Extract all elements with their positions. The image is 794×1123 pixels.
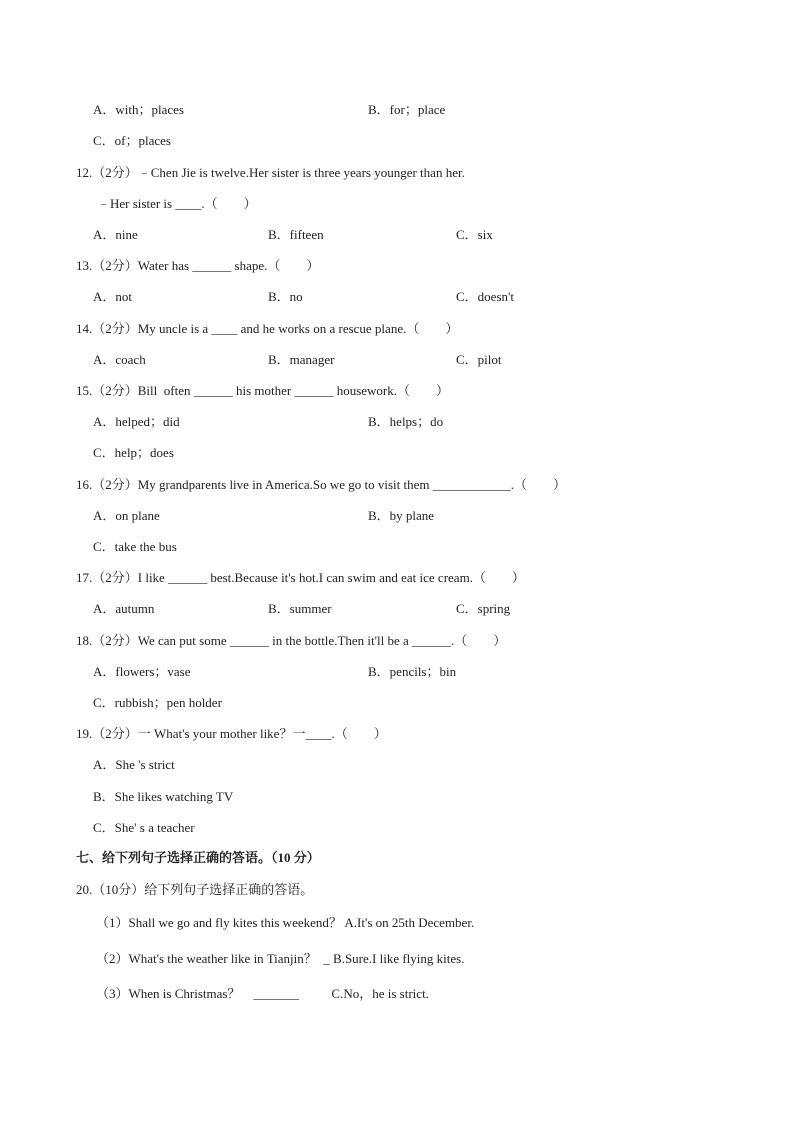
q14-option-c: C．pilot [456,352,502,367]
q18-stem: 18.（2分）We can put some ______ in the bottle.Then it'll be a ______.（ ） [76,633,507,648]
q20-stem: 20.（10分）给下列句子选择正确的答语。 [76,882,314,897]
q17-option-a: A．autumn [93,601,155,616]
q17-stem: 17.（2分）I like ______ best.Because it's hot.I can swim and eat ice cream.（ ） [76,570,525,585]
q20-item-1: （1）Shall we go and fly kites this weekend？ A.It's on 25th December. [96,915,475,930]
q14-option-a: A．coach [93,352,146,367]
q19-stem: 19.（2分）一 What's your mother like？一____.（ ） [76,726,387,741]
q13-option-c: C．doesn't [456,289,514,304]
q11-option-a: A．with；places [93,102,184,117]
q16-option-a: A．on plane [93,508,160,523]
q20-item-2: （2）What's the weather like in Tianjin？ _ B.Sure.I like flying kites. [96,951,465,966]
q13-stem: 13.（2分）Water has ______ shape.（ ） [76,258,320,273]
q11-option-c: C．of；places [93,133,171,148]
q12-option-c: C．six [456,227,493,242]
section-heading: 七、给下列句子选择正确的答语。（10 分） [76,850,320,865]
q12-stem: 12.（2分）﹣Chen Jie is twelve.Her sister is three years younger than her. [76,165,465,180]
q18-option-b: B．pencils；bin [368,664,457,679]
q19-option-a: A．She 's strict [93,757,175,772]
q17-option-c: C．spring [456,601,511,616]
q18-option-a: A．flowers；vase [93,664,191,679]
q16-option-b: B．by plane [368,508,435,523]
q15-stem: 15.（2分）Bill often ______ his mother ______ housework.（ ） [76,383,450,398]
q20-item-3: （3）When is Christmas？ _______ C.No，he is strict. [96,986,429,1001]
q11-option-b: B．for；place [368,102,446,117]
q16-option-c: C．take the bus [93,539,177,554]
q14-option-b: B．manager [268,352,335,367]
q19-option-b: B．She likes watching TV [93,789,234,804]
q17-option-b: B．summer [268,601,332,616]
q12-stem-line2: ﹣Her sister is ____.（ ） [97,196,257,211]
q16-stem: 16.（2分）My grandparents live in America.So we go to visit them ____________.（ ） [76,477,566,492]
q15-option-c: C．help；does [93,445,174,460]
q18-option-c: C．rubbish；pen holder [93,695,222,710]
q15-option-a: A．helped；did [93,414,180,429]
q13-option-b: B．no [268,289,303,304]
q14-stem: 14.（2分）My uncle is a ____ and he works on a rescue plane.（ ） [76,321,459,336]
q13-option-a: A．not [93,289,133,304]
q19-option-c: C．She' s a teacher [93,820,195,835]
q12-option-a: A．nine [93,227,138,242]
q12-option-b: B．fifteen [268,227,324,242]
q15-option-b: B．helps；do [368,414,444,429]
